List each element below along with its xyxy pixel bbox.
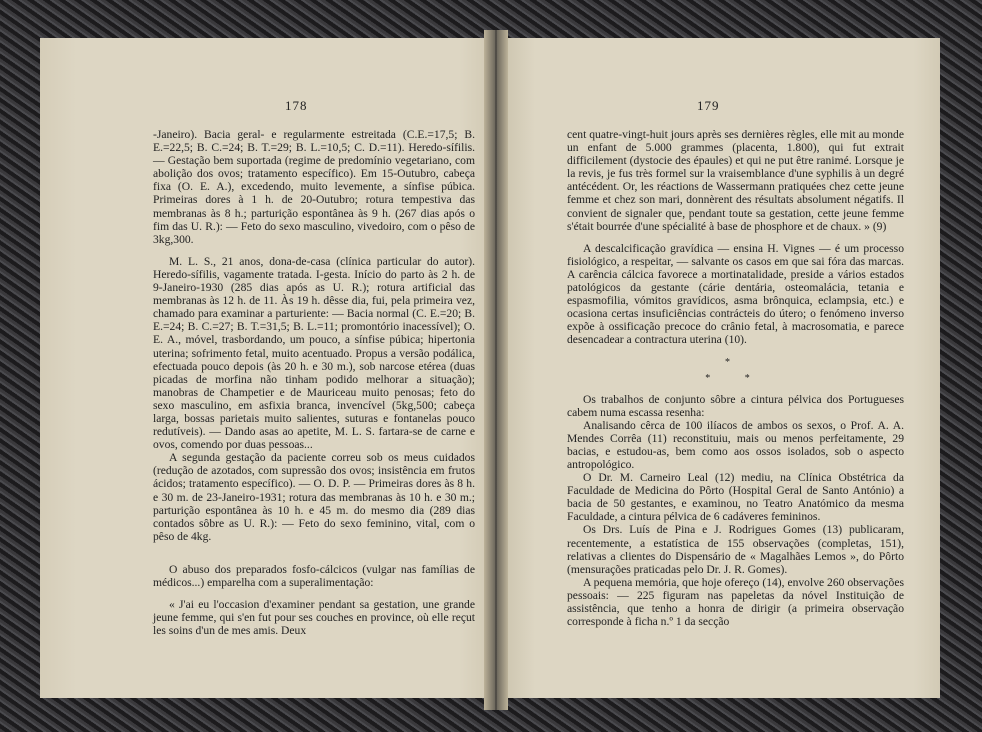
page-number: 179	[697, 98, 720, 113]
right-page-text	[567, 128, 904, 628]
paragraph: O Dr. M. Carneiro Leal (12) mediu, na Clínica Obstétrica da Faculdade de Medicina do Pôrto (Hospital Geral de Santo António) a bacia de 50 gestantes, e examinou, no Teatro Anatómico da mesma Faculdade, a cintura pélvica de 6 cadáveres femininos.	[567, 471, 904, 524]
left-page	[40, 38, 496, 698]
section-separator	[567, 357, 904, 385]
left-page-text	[153, 128, 475, 637]
paragraph: A pequena memória, que hoje ofereço (14), envolve 260 observações pessoais: — 225 figuram nas papeletas da nóvel Instituição de assistência, que tenho a honra de dirigir (a primeira observação corresponde à ficha n.º 1 da secção	[567, 575, 904, 629]
right-page	[500, 38, 940, 698]
paragraph: M. L. S., 21 anos, dona-de-casa (clínica particular do autor). Heredo-sífilis, vagamente tratada. I-gesta. Início do parto às 2 h. de 9-Janeiro-1930 (285 dias após as U. R.); rotura artificial das membranas às 12 h. de 11. Às 19 h. dêsse dia, fui, pela primeira vez, chamado para examinar a parturiente: — Bacia normal (C. E.=20; B. E.=24; B. C.=27; B. T.=31,5; B. L.=11; promontório inacessível); O. E. A., móvel, trasbordando, um pouco, a sínfise púbica; hipertonia uterina; sofrimento fetal, muito acentuado. Propus a versão podálica, efectuada pouco depois (às 20 h. e 30 m.), sob narcose etérea (duas picadas de morfina não tinham podido melhorar a situação); manobras de Champetier e de Mauriceau muito penosas; feto do sexo masculino, em asfixia branca, invencível (5kg,500; cabeça larga, bossas parietais muito salientes, suturas e fontanelas pouco redutíveis). — Dando asas ao apetite, M. L. S. fartara-se de carne e ovos, comendo por duas pessoas...	[153, 254, 475, 452]
book-gutter	[484, 30, 508, 710]
paragraph: Os Drs. Luís de Pina e J. Rodrigues Gomes (13) publicaram, recentemente, a estatística de 155 observações (completas, 151), relativas a clientes do Dispensário de « Magalhães Lemos », do Pôrto (mensurações praticadas pelo Dr. J. R. Gomes).	[567, 523, 904, 576]
paragraph: Os trabalhos de conjunto sôbre a cintura pélvica dos Portugueses cabem numa escassa resenha:	[567, 392, 904, 419]
paragraph: -Janeiro). Bacia geral- e regularmente estreitada (C.E.=17,5; B. E.=22,5; B. C.=24; B. T.=29; B. L.=10,5; C. D.=11). Heredo-sífilis. — Gestação bem suportada (regime de predomínio vegetariano, com abolição dos ovos; tratamento específico). Em 15-Outubro, cabeça fixa (O. E. A.), excedendo, muito levemente, a sínfise púbica. Primeiras dores à 1 h. de 20-Outubro; rotura tempestiva das membranas às 8 h.; parturição espontânea às 9 h. (267 dias após o fim das U. R.): — Feto do sexo masculino, vivedoiro, com o pêso de 3kg,300.	[153, 128, 475, 246]
separator-top: *	[725, 356, 746, 368]
paragraph: O abuso dos preparados fosfo-cálcicos (vulgar nas famílias de médicos...) emparelha com a superalimentação:	[153, 562, 475, 589]
quote-paragraph: cent quatre-vingt-huit jours après ses dernières règles, elle mit au monde un enfant de 5.000 grammes (placenta, 1.800), qui fut extrait difficilement (dystocie des épaules) et qui ne put être ranimé. Lorsque je la revis, je fus très formel sur la vraisemblance d'une syphilis à un degré antécédent. Or, les réactions de Wassermann pratiquées chez cette jeune femme et chez son mari, donnèrent des résultats absolument négatifs. Il convient de signaler que, pendant toute sa gestation, cette jeune femme s'était bourrée d'une spécialité à base de phosphore et de chaux. » (9)	[567, 128, 904, 233]
paragraph: A descalcificação gravídica — ensina H. Vignes — é um processo fisiológico, a respeitar, — salvante os casos em que sai fóra das marcas. A carência cálcica favorece a mortinatalidade, preside a vários estados patológicos da gestante (cárie dentária, osteomalácia, tetania e espasmofilia, vómitos gravídicos, asma brônquica, eclampsia, etc.) e ocasiona certas insuficiências contrácteis do útero; o fenómeno inverso expõe à ossificação precoce do crânio fetal, à macrosomatia, e parece desencadear a contractura uterina (10).	[567, 241, 904, 347]
quote-paragraph: « J'ai eu l'occasion d'examiner pendant sa gestation, une grande jeune femme, qui s'en fut pour ses couches en province, où elle reçut les soins d'un de mes amis. Deux	[153, 598, 475, 638]
page-number: 178	[285, 98, 308, 113]
paragraph: Analisando cêrca de 100 ilíacos de ambos os sexos, o Prof. A. A. Mendes Corrêa (11) reconstituiu, mais ou menos perfeitamente, 29 bacias, e estudou-as, bem como aos ossos isolados, sob o aspecto antropológico.	[567, 418, 904, 471]
separator-bottom: * *	[705, 372, 766, 384]
paragraph: A segunda gestação da paciente correu sob os meus cuidados (redução de azotados, com supressão dos ovos; insistência em frutos ácidos; tratamento específico). — O. D. P. — Primeiras dores às 8 h. e 30 m. de 23-Janeiro-1931; rotura das membranas às 10 h. e 30 m.; parturição espontânea às 10 h. e 45 m. do mesmo dia (289 dias contados sôbre as U. R.): — Feto do sexo feminino, vital, com o pêso de 4kg.	[153, 451, 475, 543]
